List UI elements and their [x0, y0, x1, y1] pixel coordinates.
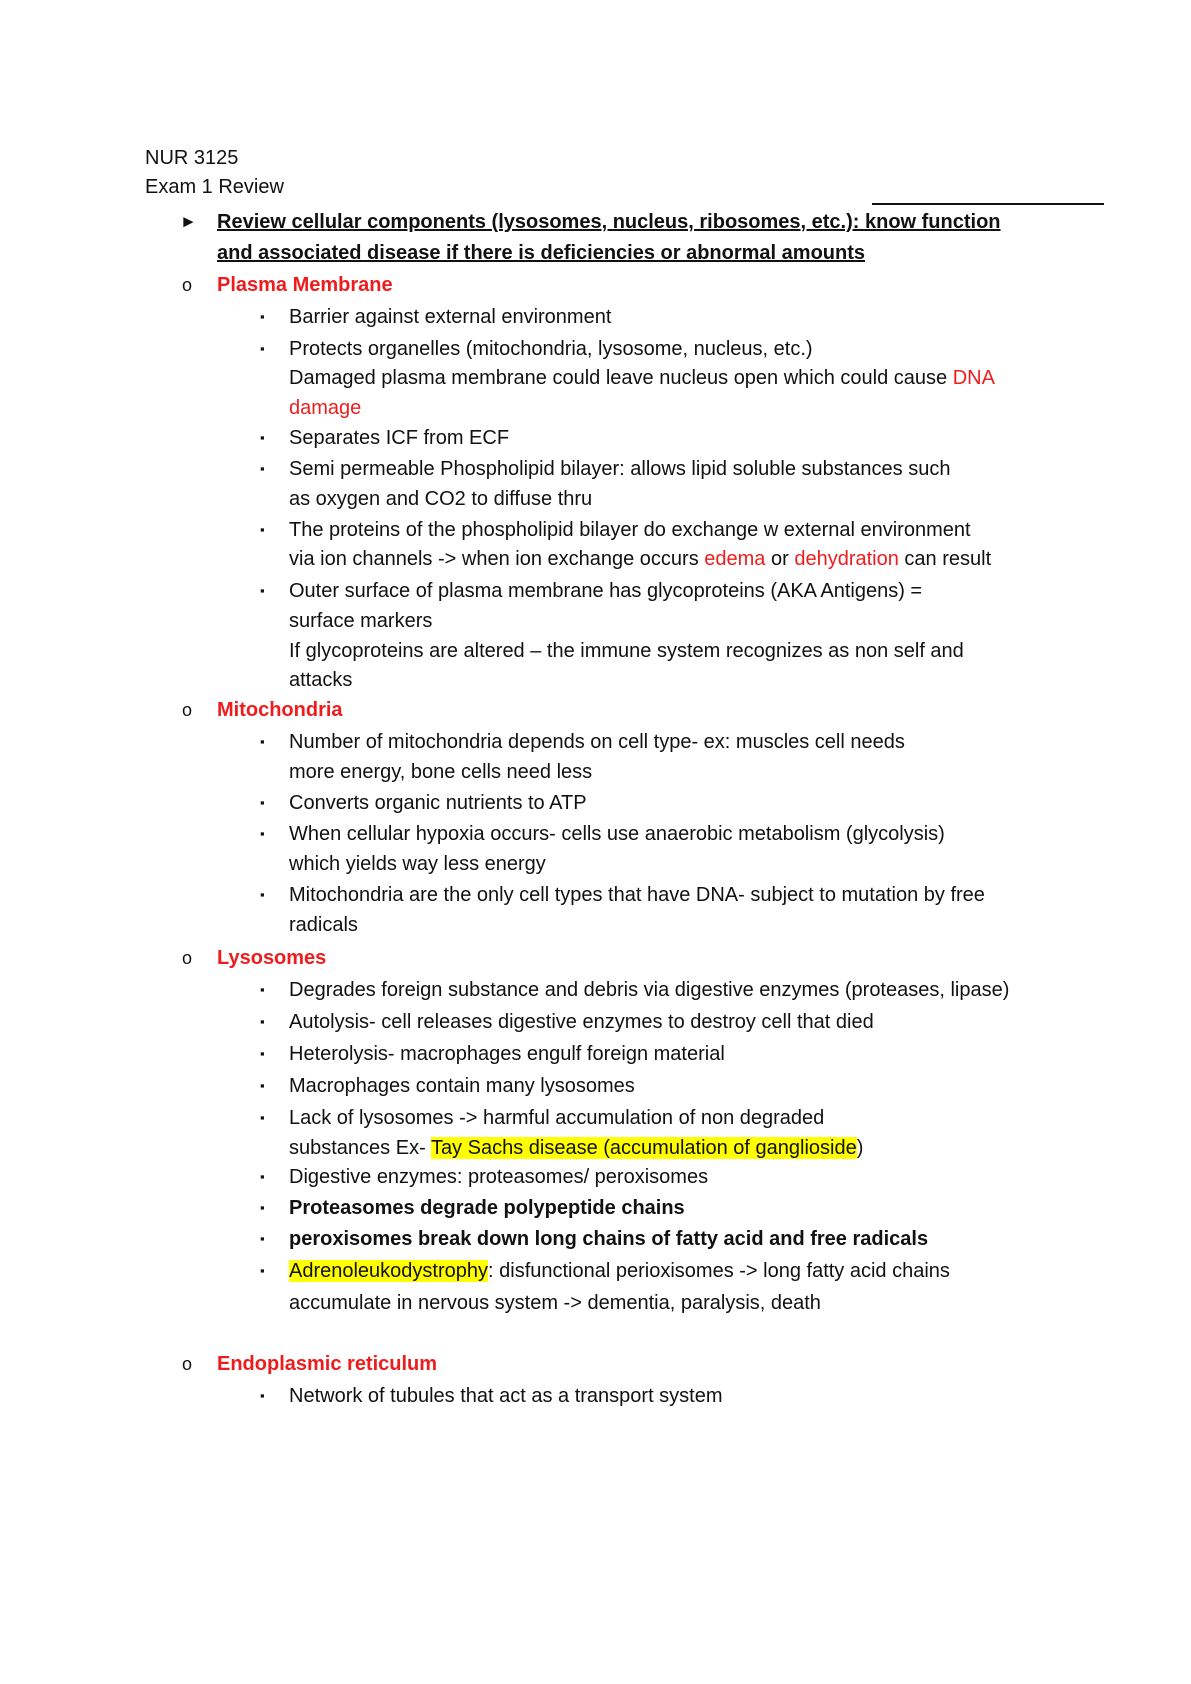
list-item: Semi permeable Phospholipid bilayer: allows lipid soluble substances such	[289, 458, 951, 480]
section-title-plasma-membrane: Plasma Membrane	[217, 274, 393, 296]
text-run: can result	[898, 548, 992, 570]
list-item-continuation	[289, 545, 991, 573]
list-item: Lack of lysosomes -> harmful accumulation of non degraded	[289, 1107, 825, 1129]
intro-heading-line2: and associated disease if there is deficiencies or abnormal amounts	[217, 242, 866, 264]
section-title-lysosomes: Lysosomes	[217, 947, 327, 969]
square-bullet-icon: ▪	[260, 1200, 265, 1215]
list-item-continuation: If glycoproteins are altered – the immune system recognizes as non self and	[289, 640, 964, 662]
list-item: Number of mitochondria depends on cell type- ex: muscles cell needs	[289, 731, 905, 753]
list-item: Degrades foreign substance and debris via digestive enzymes (proteases, lipase)	[289, 979, 1010, 1001]
square-bullet-icon: ▪	[260, 887, 265, 902]
square-bullet-icon: ▪	[260, 734, 265, 749]
square-bullet-icon: ▪	[260, 826, 265, 841]
list-item-continuation: as oxygen and CO2 to diffuse thru	[289, 488, 593, 510]
course-code: NUR 3125	[145, 147, 239, 169]
list-item: Proteasomes degrade polypeptide chains	[289, 1197, 685, 1219]
list-item: Separates ICF from ECF	[289, 427, 510, 449]
list-item-continuation: which yields way less energy	[289, 853, 546, 875]
list-item: Network of tubules that act as a transport system	[289, 1385, 723, 1407]
square-bullet-icon: ▪	[260, 1110, 265, 1125]
section-title-mitochondria: Mitochondria	[217, 699, 343, 721]
intro-heading-line1: Review cellular components (lysosomes, nucleus, ribosomes, etc.): know function	[217, 211, 1001, 233]
list-item: Macrophages contain many lysosomes	[289, 1075, 635, 1097]
list-item: Converts organic nutrients to ATP	[289, 792, 587, 814]
document-subtitle: Exam 1 Review	[145, 176, 284, 198]
square-bullet-icon: ▪	[260, 1388, 265, 1403]
square-bullet-icon: ▪	[260, 309, 265, 324]
list-item: When cellular hypoxia occurs- cells use anaerobic metabolism (glycolysis)	[289, 823, 945, 845]
circle-bullet-icon: o	[182, 948, 193, 968]
list-item: Heterolysis- macrophages engulf foreign material	[289, 1043, 725, 1065]
square-bullet-icon: ▪	[260, 522, 265, 537]
text-run: )	[856, 1137, 864, 1159]
square-bullet-icon: ▪	[260, 795, 265, 810]
square-bullet-icon: ▪	[260, 430, 265, 445]
square-bullet-icon: ▪	[260, 1014, 265, 1029]
text-run: substances Ex-	[289, 1137, 431, 1159]
list-item: Barrier against external environment	[289, 306, 612, 328]
circle-bullet-icon: o	[182, 275, 193, 295]
square-bullet-icon: ▪	[260, 1263, 265, 1278]
square-bullet-icon: ▪	[260, 583, 265, 598]
text-run: or	[765, 548, 795, 570]
square-bullet-icon: ▪	[260, 341, 265, 356]
list-item-continuation: surface markers	[289, 610, 433, 632]
list-item	[289, 1257, 950, 1285]
header-rule	[872, 203, 1104, 205]
list-item-continuation: more energy, bone cells need less	[289, 761, 593, 783]
highlighted-text-run: Tay Sachs disease (accumulation of ganglioside	[430, 1137, 857, 1159]
list-item: Digestive enzymes: proteasomes/ peroxisomes	[289, 1166, 709, 1188]
list-item-continuation: radicals	[289, 914, 358, 936]
list-item: Mitochondria are the only cell types that have DNA- subject to mutation by free	[289, 884, 985, 906]
square-bullet-icon: ▪	[260, 1046, 265, 1061]
list-item-continuation	[289, 1134, 863, 1162]
red-text-run: dehydration	[794, 548, 899, 570]
square-bullet-icon: ▪	[260, 1078, 265, 1093]
red-text-run: edema	[704, 548, 766, 570]
list-item: The proteins of the phospholipid bilayer do exchange w external environment	[289, 519, 971, 541]
list-item-continuation: damage	[289, 397, 362, 419]
text-run: via ion channels -> when ion exchange occurs	[289, 548, 705, 570]
square-bullet-icon: ▪	[260, 1169, 265, 1184]
text-run: Damaged plasma membrane could leave nucleus open which could cause	[289, 367, 953, 389]
circle-bullet-icon: o	[182, 1354, 193, 1374]
highlighted-text-run: Adrenoleukodystrophy	[289, 1260, 489, 1282]
square-bullet-icon: ▪	[260, 982, 265, 997]
circle-bullet-icon: o	[182, 700, 193, 720]
square-bullet-icon: ▪	[260, 1231, 265, 1246]
section-title-endoplasmic-reticulum: Endoplasmic reticulum	[217, 1353, 438, 1375]
list-item: peroxisomes break down long chains of fatty acid and free radicals	[289, 1228, 929, 1250]
red-text-run: DNA	[952, 367, 995, 389]
list-item: Autolysis- cell releases digestive enzymes to destroy cell that died	[289, 1011, 874, 1033]
list-item: Protects organelles (mitochondria, lysosome, nucleus, etc.)	[289, 338, 813, 360]
list-item-continuation: attacks	[289, 669, 353, 691]
list-item-continuation	[289, 364, 995, 392]
square-bullet-icon: ▪	[260, 461, 265, 476]
arrow-bullet-icon: ►	[180, 212, 197, 231]
list-item: Outer surface of plasma membrane has glycoproteins (AKA Antigens) =	[289, 580, 923, 602]
list-item-continuation: accumulate in nervous system -> dementia, paralysis, death	[289, 1292, 821, 1314]
text-run: : disfunctional perioxisomes -> long fatty acid chains	[488, 1260, 950, 1282]
